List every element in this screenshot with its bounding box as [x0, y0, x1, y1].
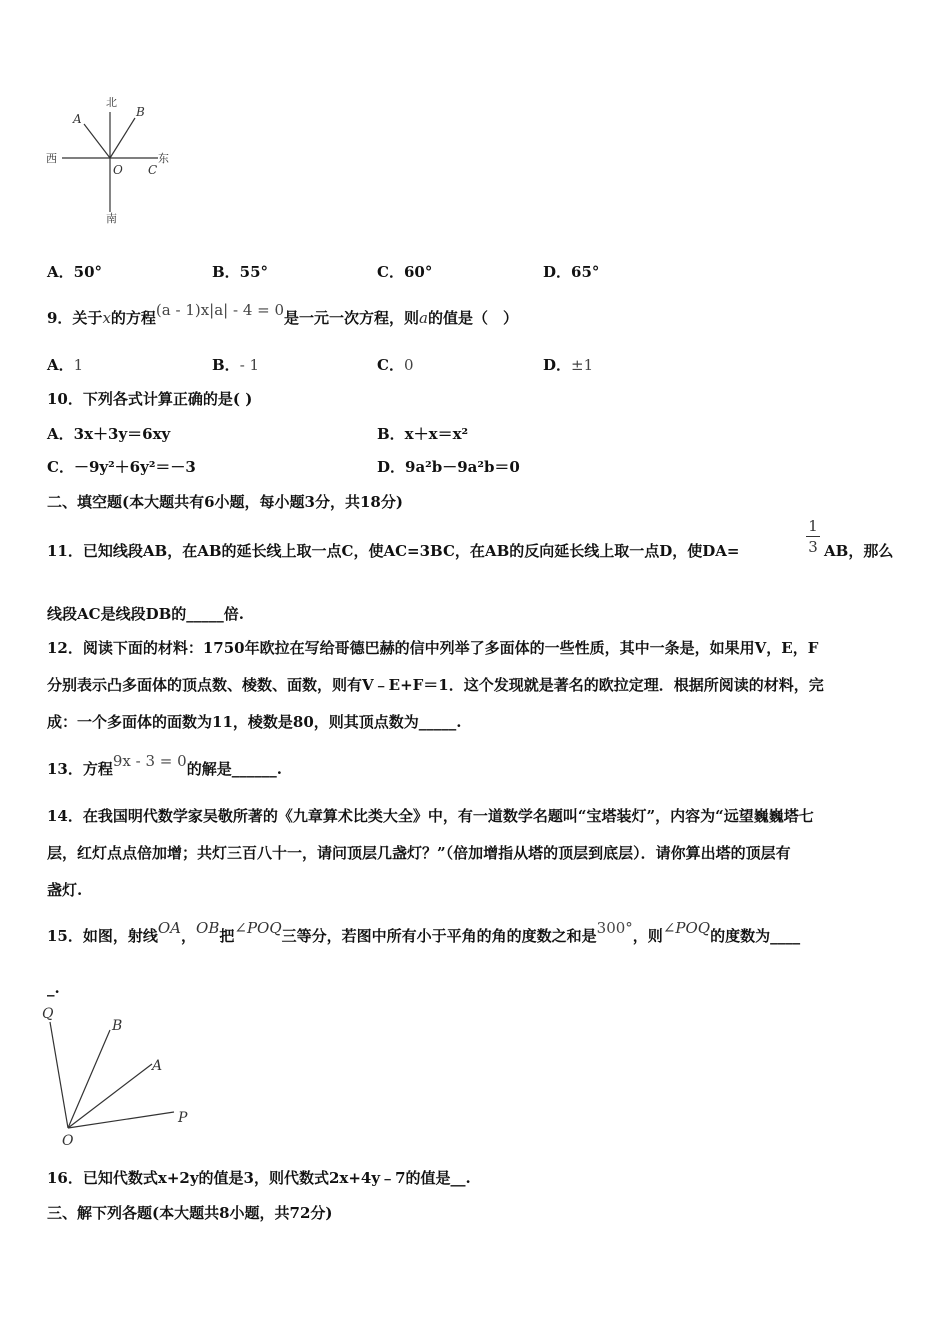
q11-line2: 线段AC是线段DB的_____倍. [47, 605, 244, 623]
q12-line1: 12．阅读下面的材料：1750年欧拉在写给哥德巴赫的信中列举了多面体的一些性质，其中一条是，如果用V，E，F [47, 639, 819, 657]
q14-line1: 14．在我国明代数学家吴敬所著的《九章算术比类大全》中，有一道数学名题叫“宝塔装灯”，内容为“远望巍巍塔七 [47, 807, 814, 825]
q9-suffix: 的值是（ ） [428, 309, 519, 327]
ray-ob [110, 118, 135, 158]
q9-option-a: A．1 [47, 356, 84, 374]
q10-option-a: A．3x＋3y＝6xy [47, 425, 171, 443]
q9-equation: (a - 1)x|a| - 4 = 0 [155, 301, 285, 319]
q9-var-x: x [102, 309, 111, 327]
ray-op [68, 1112, 174, 1128]
section-3-heading: 三、解下列各题(本大题共8小题，共72分) [47, 1204, 333, 1222]
q15-stem: 15．如图，射线OA，OB把∠POQ三等分，若图中所有小于平角的角的度数之和是300°，则∠POQ的度数为____ [47, 919, 801, 945]
ray-oa [84, 124, 110, 158]
label-south: 南 [106, 212, 117, 225]
q12-line2: 分别表示凸多面体的顶点数、棱数、面数，则有V﹣E+F＝1．这个发现就是著名的欧拉定理．根据所阅读的材料，完 [47, 676, 824, 694]
q11-frac-num: 1 [808, 517, 818, 535]
q13-equation: 9x - 3 = 0 [112, 752, 187, 770]
q9-mid1: 的方程 [110, 309, 156, 327]
q8-option-a: A．50° [47, 263, 103, 281]
section-2-heading: 二、填空题(本大题共有6小题，每小题3分，共18分) [47, 493, 403, 511]
q9-option-c: C．0 [377, 356, 414, 374]
q9-mid2: 是一元一次方程，则 [284, 309, 420, 327]
q12-line3: 成：一个多面体的面数为11，棱数是80，则其顶点数为_____. [47, 713, 462, 731]
ray-ob2 [68, 1030, 110, 1128]
q9-option-b: B．- 1 [212, 356, 260, 374]
q16-stem: 16．已知代数式x+2y的值是3，则代数式2x+4y﹣7的值是__. [47, 1169, 471, 1187]
label-north: 北 [106, 96, 117, 109]
q9-prefix: 9．关于 [47, 309, 103, 327]
q8-option-b: B．55° [212, 263, 269, 281]
q14-line2: 层，红灯点点倍加增；共灯三百八十一，请问顶层几盏灯？”（倍加增指从塔的顶层到底层）．请你算出塔的顶层有 [47, 844, 791, 862]
q10-option-c: C．－9y²＋6y²＝－3 [47, 458, 196, 476]
q14-line3: 盏灯. [47, 881, 83, 899]
q8-option-c: C．60° [377, 263, 433, 281]
compass-figure [40, 90, 190, 230]
q8-option-d: D．65° [543, 263, 600, 281]
label-east: 东 [158, 152, 169, 165]
q10-option-b: B．x＋x＝x² [377, 425, 469, 443]
q9-var-a: a [419, 309, 428, 327]
label-b2: B [112, 1018, 123, 1034]
label-p: P [178, 1110, 188, 1126]
ray-oq [50, 1022, 68, 1128]
q10-option-d: D．9a²b－9a²b＝0 [377, 458, 520, 476]
q10-stem: 10．下列各式计算正确的是( ) [47, 390, 253, 408]
label-b: B [136, 105, 145, 119]
label-o: O [113, 163, 123, 177]
q11-line1: 11．已知线段AB，在AB的延长线上取一点C，使AC=3BC，在AB的反向延长线上取一点D，使DA= [47, 542, 740, 560]
q15-line2: _. [47, 979, 60, 997]
q13-stem: 13．方程9x - 3 = 0的解是______. [47, 752, 282, 778]
label-a2: A [152, 1058, 163, 1074]
label-q: Q [42, 1006, 54, 1022]
label-o2: O [62, 1133, 74, 1149]
label-a: A [73, 112, 82, 126]
q9-stem [47, 301, 519, 328]
ray-oa2 [68, 1064, 152, 1128]
q9-option-d: D．±1 [543, 356, 594, 374]
label-c: C [148, 163, 158, 177]
rays-figure [38, 1000, 198, 1150]
q11-line1-end: AB，那么 [824, 542, 894, 560]
q11-fraction [806, 517, 820, 556]
label-west: 西 [46, 152, 57, 165]
q11-frac-den: 3 [808, 538, 818, 556]
